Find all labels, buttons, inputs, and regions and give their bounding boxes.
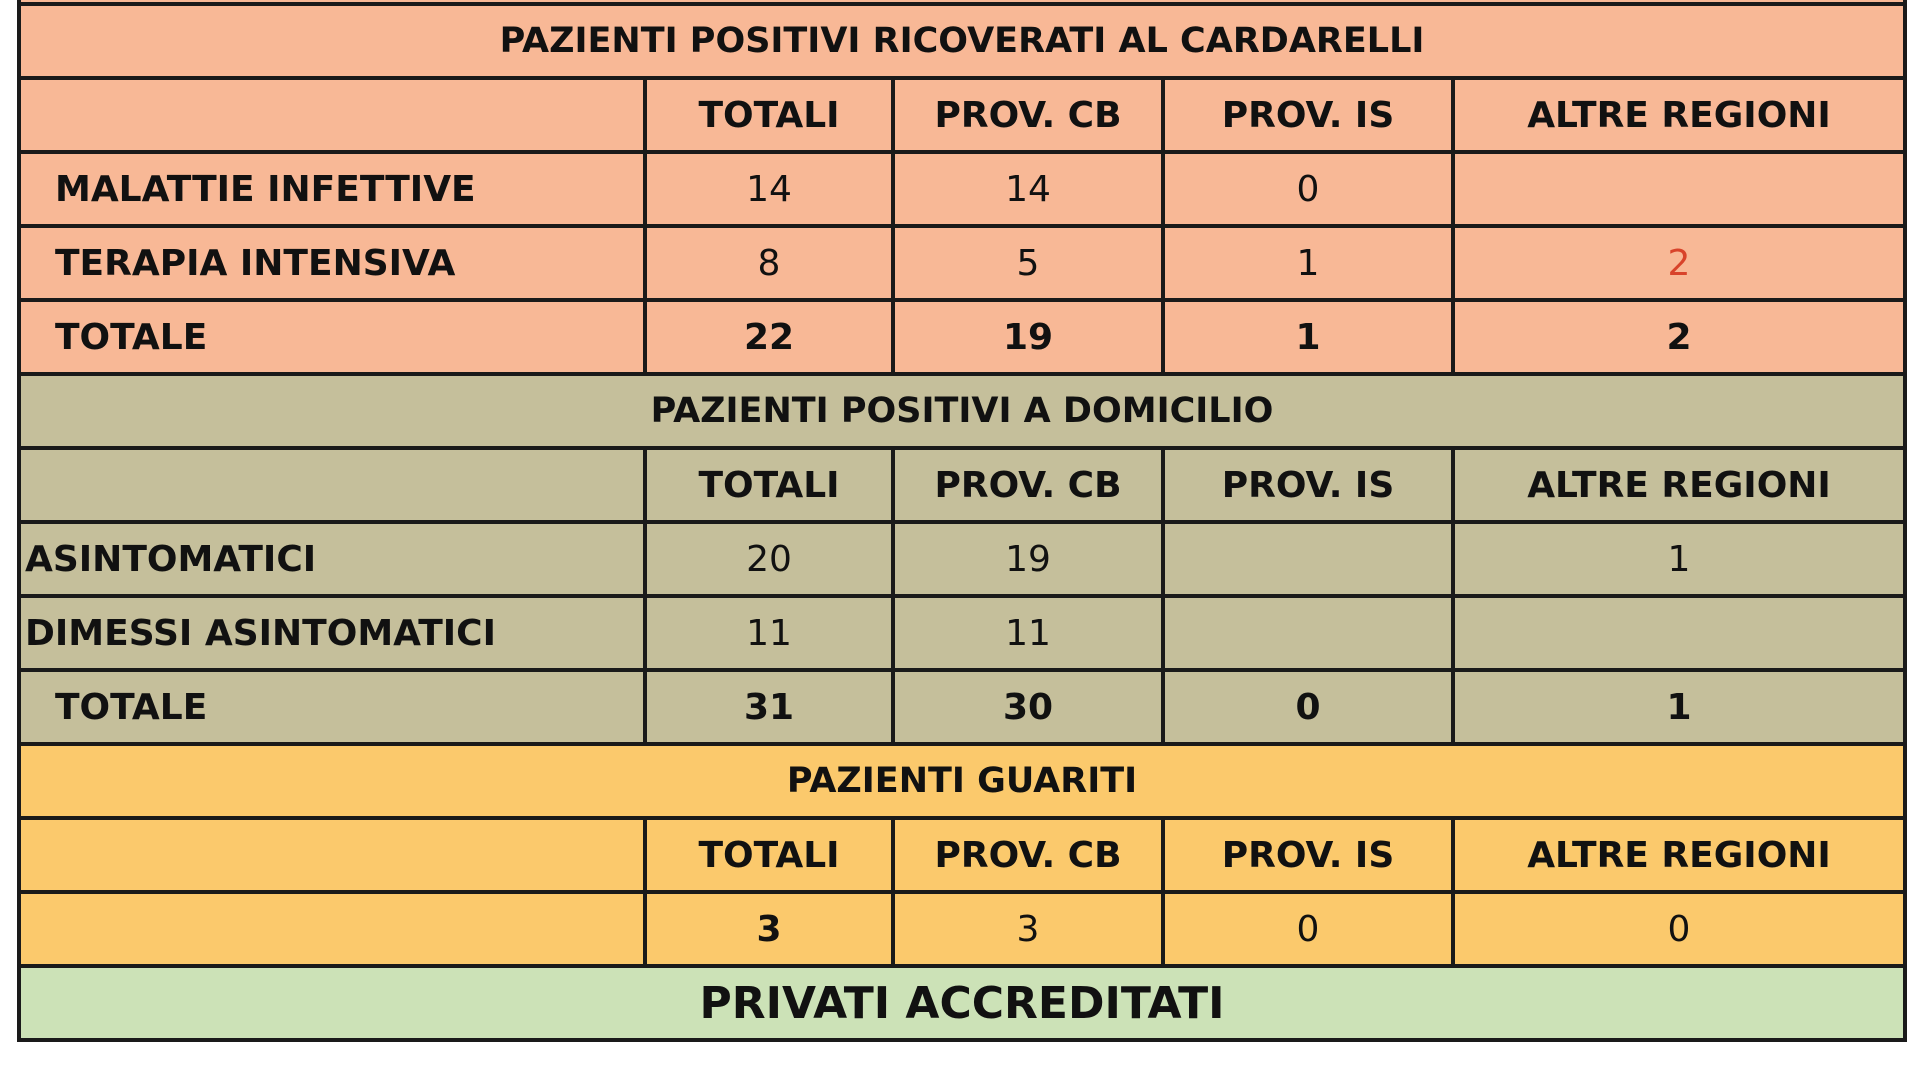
cell-totali: 3 [645,892,893,966]
total-totali: 22 [645,300,893,374]
cell-altre-regioni [1453,152,1905,226]
cell-prov-cb: 5 [893,226,1163,300]
empty-header-cell [19,78,645,152]
table-row [19,596,1905,670]
cell-prov-cb: 11 [893,596,1163,670]
cell-prov-is: 0 [1163,892,1453,966]
total-altre-regioni: 1 [1453,670,1905,744]
cell-totali: 11 [645,596,893,670]
column-header-totali: TOTALI [645,78,893,152]
section-title: PAZIENTI POSITIVI RICOVERATI AL CARDARELLI [19,4,1905,78]
total-label: TOTALE [19,670,645,744]
cell-prov-is [1163,596,1453,670]
row-label [19,892,645,966]
cell-prov-cb: 3 [893,892,1163,966]
column-header-prov-cb: PROV. CB [893,78,1163,152]
section-ricoverati-header-row [19,78,1905,152]
row-label: ASINTOMATICI [19,522,645,596]
column-header-prov-is: PROV. IS [1163,818,1453,892]
section-title: PAZIENTI POSITIVI A DOMICILIO [19,374,1905,448]
cell-totali: 20 [645,522,893,596]
section-domicilio-title-row [19,374,1905,448]
total-prov-cb: 19 [893,300,1163,374]
row-label: MALATTIE INFETTIVE [19,152,645,226]
table-row [19,226,1905,300]
row-label: DIMESSI ASINTOMATICI [19,596,645,670]
section-title: PAZIENTI GUARITI [19,744,1905,818]
cell-totali: 8 [645,226,893,300]
table-row [19,522,1905,596]
empty-header-cell [19,448,645,522]
table-row [19,152,1905,226]
column-header-prov-cb: PROV. CB [893,448,1163,522]
column-header-prov-is: PROV. IS [1163,78,1453,152]
total-row [19,670,1905,744]
section-privati-title-row [19,966,1905,1040]
column-header-totali: TOTALI [645,448,893,522]
column-header-altre-regioni: ALTRE REGIONI [1453,818,1905,892]
cell-altre-regioni: 1 [1453,522,1905,596]
total-altre-regioni: 2 [1453,300,1905,374]
total-row [19,300,1905,374]
section-ricoverati-title-row [19,4,1905,78]
column-header-prov-cb: PROV. CB [893,818,1163,892]
column-header-altre-regioni: ALTRE REGIONI [1453,448,1905,522]
cell-prov-cb: 14 [893,152,1163,226]
section-domicilio-header-row [19,448,1905,522]
section-guariti-title-row [19,744,1905,818]
cell-altre-regioni [1453,596,1905,670]
total-label: TOTALE [19,300,645,374]
total-totali: 31 [645,670,893,744]
total-prov-is: 0 [1163,670,1453,744]
cell-prov-cb: 19 [893,522,1163,596]
cell-totali: 14 [645,152,893,226]
column-header-prov-is: PROV. IS [1163,448,1453,522]
section-title: PRIVATI ACCREDITATI [19,966,1905,1040]
covid-patients-table [17,0,1907,1042]
cell-altre-regioni-highlight: 2 [1453,226,1905,300]
cell-prov-is [1163,522,1453,596]
cell-altre-regioni: 0 [1453,892,1905,966]
row-label: TERAPIA INTENSIVA [19,226,645,300]
total-prov-cb: 30 [893,670,1163,744]
section-guariti-header-row [19,818,1905,892]
cell-prov-is: 0 [1163,152,1453,226]
cell-prov-is: 1 [1163,226,1453,300]
column-header-altre-regioni: ALTRE REGIONI [1453,78,1905,152]
column-header-totali: TOTALI [645,818,893,892]
table-row [19,892,1905,966]
empty-header-cell [19,818,645,892]
total-prov-is: 1 [1163,300,1453,374]
